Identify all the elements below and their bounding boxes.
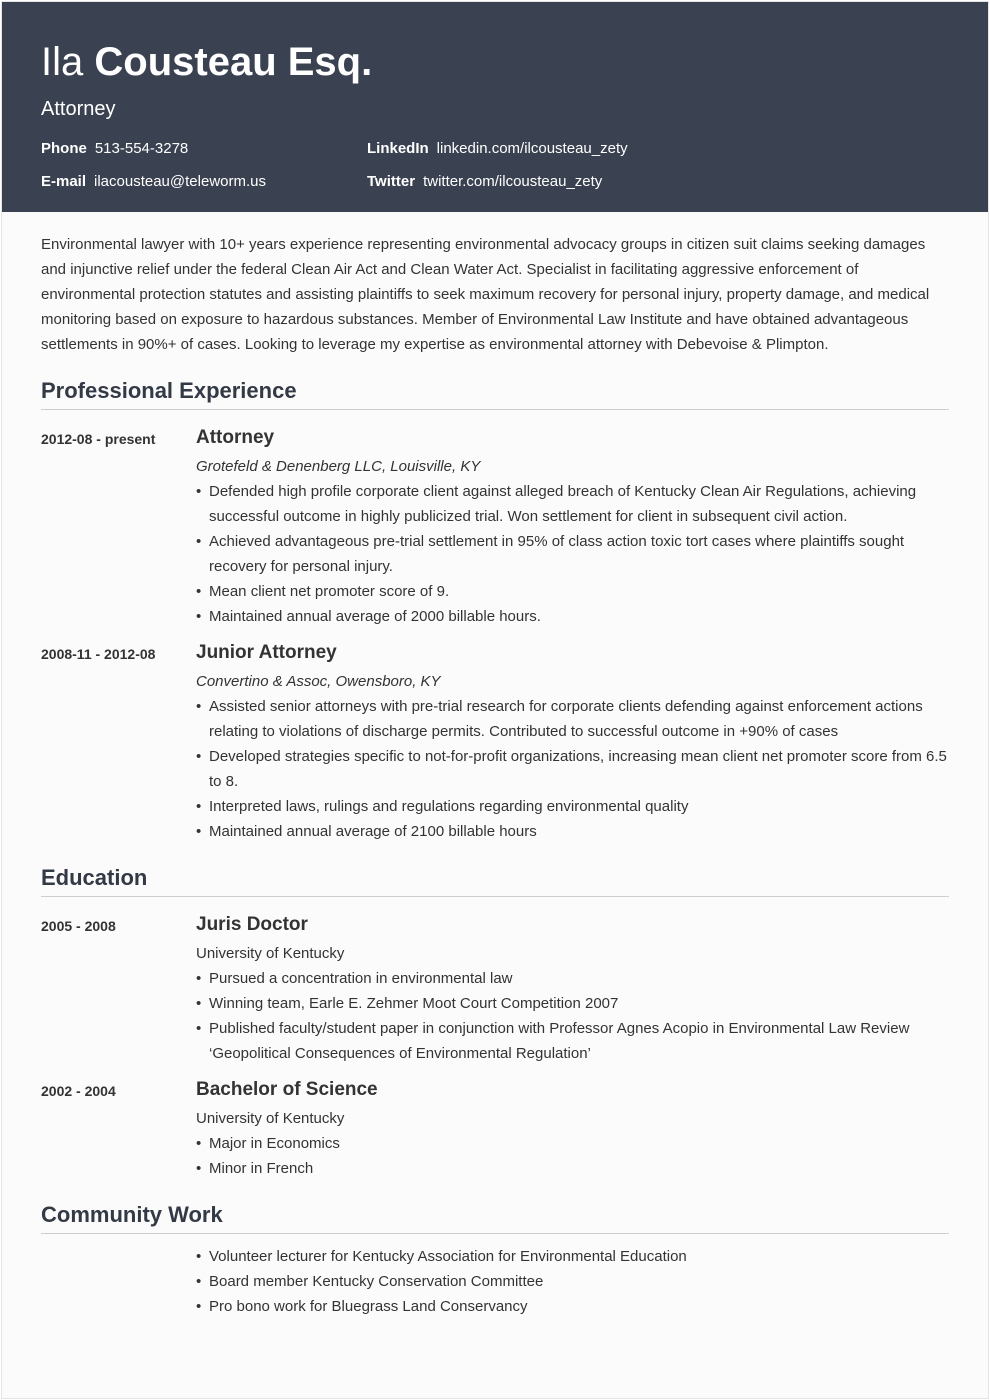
entry-organization: Grotefeld & Denenberg LLC, Louisville, KY: [196, 458, 481, 475]
entry-body: [196, 424, 949, 629]
entry-organization: Convertino & Assoc, Owensboro, KY: [196, 673, 441, 690]
entry-date: 2008-11 - 2012-08: [41, 646, 156, 662]
bullet-item: • Published faculty/student paper in conjunction with Professor Agnes Acopio in Environmental Law Review ‘Geopolitical Consequences of Environmental Regulation’: [196, 1016, 949, 1066]
entry-date: 2012-08 - present: [41, 431, 156, 447]
education-entry: [41, 1076, 949, 1181]
bullet-item: • Pro bono work for Bluegrass Land Conservancy: [196, 1294, 949, 1319]
bullet-item: • Defended high profile corporate client against alleged breach of Kentucky Clean Air Regulations, achieving successful outcome in highly publicized trial. Won settlement for client in subsequent civil action.: [196, 479, 949, 529]
candidate-name: [41, 40, 949, 84]
entry-organization: University of Kentucky: [196, 945, 345, 962]
bullet-list: [196, 1131, 949, 1181]
entry-body: [196, 911, 949, 1066]
section-title: Professional Experience: [41, 377, 949, 410]
bullet-list: [196, 479, 949, 629]
section-title: Education: [41, 864, 949, 897]
contact-label: Phone: [41, 140, 87, 157]
entry-organization: University of Kentucky: [196, 1110, 345, 1127]
education-section: [41, 864, 949, 1181]
summary-paragraph: Environmental lawyer with 10+ years experience representing environmental advocacy groups in citizen suit claims seeking damages and injunctive relief under the federal Clean Air Act and Clean Water Act. Specialist in facilitating aggressive enforcement of environmental protection statutes and assisting plaintiffs to seek maximum recovery for personal injury, property damage, and medical monitoring based on exposure to hazardous substances. Member of Environmental Law Institute and have obtained advantageous settlements in 90%+ of cases. Looking to leverage my expertise as environmental attorney with Debevoise & Plimpton.: [41, 236, 930, 353]
entry-title: Bachelor of Science: [196, 1079, 378, 1100]
resume-page: [1, 1, 989, 1399]
entry-body: [196, 639, 949, 844]
first-name: Ila: [41, 40, 84, 84]
contact-email: [41, 172, 367, 191]
entry-title: Attorney: [196, 427, 275, 448]
experience-section: [41, 377, 949, 844]
contact-label: E-mail: [41, 173, 87, 190]
experience-entry: [41, 424, 949, 629]
bullet-item: • Major in Economics: [196, 1131, 949, 1156]
contact-value: ilacousteau@teleworm.us: [94, 173, 266, 190]
contact-linkedin: [367, 139, 787, 158]
entry-date: 2005 - 2008: [41, 918, 116, 934]
bullet-item: • Maintained annual average of 2000 billable hours.: [196, 604, 949, 629]
last-name: Cousteau Esq.: [94, 40, 373, 84]
contact-label: LinkedIn: [367, 140, 429, 157]
bullet-item: • Board member Kentucky Conservation Committee: [196, 1269, 949, 1294]
entry-body: [196, 1076, 949, 1181]
contact-value: 513-554-3278: [94, 140, 189, 157]
contact-grid: [41, 139, 949, 191]
bullet-item: • Developed strategies specific to not-for-profit organizations, increasing mean client net promoter score from 6.5 to 8.: [196, 744, 949, 794]
contact-twitter: [367, 172, 787, 191]
bullet-list: [196, 694, 949, 844]
community-body: [196, 1244, 949, 1319]
job-role: Attorney: [41, 98, 116, 120]
bullet-list: [196, 1244, 949, 1319]
bullet-item: • Mean client net promoter score of 9.: [196, 579, 949, 604]
contact-value: twitter.com/ilcousteau_zety: [423, 173, 603, 190]
education-entry: [41, 911, 949, 1066]
bullet-item: • Maintained annual average of 2100 billable hours: [196, 819, 949, 844]
contact-value: linkedin.com/ilcousteau_zety: [436, 140, 628, 157]
bullet-item: • Minor in French: [196, 1156, 949, 1181]
section-title: Community Work: [41, 1201, 949, 1234]
community-section: [41, 1201, 949, 1319]
entry-date: 2002 - 2004: [41, 1083, 116, 1099]
resume-header: [2, 2, 988, 212]
entry-title: Junior Attorney: [196, 642, 337, 663]
bullet-item: • Interpreted laws, rulings and regulations regarding environmental quality: [196, 794, 949, 819]
bullet-item: • Pursued a concentration in environmental law: [196, 966, 949, 991]
bullet-item: • Achieved advantageous pre-trial settlement in 95% of class action toxic tort cases where plaintiffs sought recovery for personal injury.: [196, 529, 949, 579]
contact-label: Twitter: [367, 173, 416, 190]
bullet-list: [196, 966, 949, 1066]
contact-phone: [41, 139, 367, 158]
bullet-item: • Volunteer lecturer for Kentucky Association for Environmental Education: [196, 1244, 949, 1269]
bullet-item: • Winning team, Earle E. Zehmer Moot Court Competition 2007: [196, 991, 949, 1016]
bullet-item: • Assisted senior attorneys with pre-trial research for corporate clients defending against enforcement actions relating to violations of discharge permits. Contributed to successful outcome in +90% of cases: [196, 694, 949, 744]
experience-entry: [41, 639, 949, 844]
entry-title: Juris Doctor: [196, 914, 308, 935]
resume-content: [2, 212, 988, 1319]
